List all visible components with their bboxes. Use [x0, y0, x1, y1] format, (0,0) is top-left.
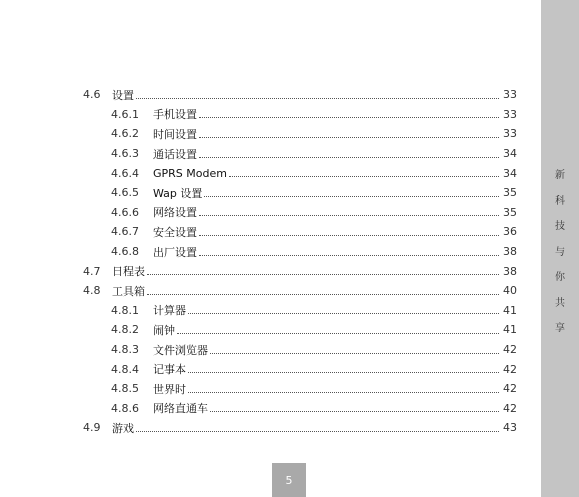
toc-entry-page: 35 — [503, 186, 517, 200]
toc-entry-title: 时间设置 — [153, 127, 197, 141]
toc-entry-number: 4.8.5 — [111, 382, 139, 396]
side-tab-char: 技 — [555, 221, 565, 232]
toc-entry-title: 手机设置 — [153, 108, 197, 122]
toc-entry-page: 33 — [503, 88, 517, 102]
toc-entry — [111, 163, 517, 183]
toc-entry-number: 4.8.1 — [111, 303, 139, 317]
side-tab-char: 与 — [555, 246, 565, 258]
toc-leader-dots — [210, 352, 499, 354]
page-number: 5 — [285, 473, 293, 487]
toc-entry — [111, 301, 517, 321]
toc-entry-title: 计算器 — [153, 304, 186, 318]
toc-entry-number: 4.8.4 — [111, 362, 139, 376]
toc-entry — [111, 379, 517, 399]
toc-entry — [83, 418, 517, 438]
toc-leader-dots — [204, 195, 499, 197]
toc-entry-title: 设置 — [112, 88, 134, 102]
toc-leader-dots — [188, 371, 499, 373]
toc-entry-number: 4.8.2 — [111, 323, 139, 337]
side-tab-char: 共 — [555, 297, 565, 309]
toc-entry — [83, 261, 517, 281]
side-tab-char: 你 — [555, 272, 565, 283]
toc-entry-number: 4.7 — [83, 264, 101, 278]
toc-leader-dots — [136, 97, 499, 99]
toc-leader-dots — [136, 430, 499, 432]
toc-entry-title: 网络直通车 — [153, 402, 208, 416]
toc-entry-title: GPRS Modem — [153, 166, 227, 180]
toc-entry-title: 工具箱 — [112, 284, 145, 298]
toc-entry-number: 4.6.8 — [111, 245, 139, 259]
toc-entry-number: 4.8 — [83, 284, 101, 298]
toc-entry-page: 42 — [503, 362, 517, 376]
toc-leader-dots — [199, 116, 499, 118]
toc-entry-page: 40 — [503, 284, 517, 298]
toc-entry — [111, 340, 517, 360]
toc-entry — [111, 399, 517, 419]
toc-entry-title: 世界时 — [153, 382, 186, 396]
side-tab-text — [541, 163, 579, 342]
toc-entry-title: 文件浏览器 — [153, 343, 208, 357]
toc-entry-page: 36 — [503, 225, 517, 239]
toc-entry — [111, 242, 517, 262]
toc-entry — [111, 144, 517, 164]
toc-leader-dots — [188, 391, 499, 393]
toc-entry-number: 4.8.6 — [111, 401, 139, 415]
toc-leader-dots — [199, 156, 499, 158]
toc-entry-number: 4.6.2 — [111, 127, 139, 141]
toc-entry-page: 34 — [503, 147, 517, 161]
toc-entry-title: 网络设置 — [153, 206, 197, 220]
toc-leader-dots — [199, 254, 499, 256]
toc-entry-title: Wap 设置 — [153, 186, 203, 200]
toc-entry-number: 4.6.1 — [111, 107, 139, 121]
toc-entry-page: 38 — [503, 264, 517, 278]
toc-entry-number: 4.6.3 — [111, 147, 139, 161]
toc-entry-page: 43 — [503, 421, 517, 435]
toc-entry — [111, 124, 517, 144]
toc-leader-dots — [199, 234, 499, 236]
side-tab — [541, 0, 579, 497]
toc-entry-page: 42 — [503, 382, 517, 396]
toc-leader-dots — [177, 332, 499, 334]
toc-entry-page: 42 — [503, 343, 517, 357]
toc-entry-page: 33 — [503, 127, 517, 141]
side-tab-char: 新 — [555, 170, 565, 181]
toc-leader-dots — [188, 312, 499, 314]
toc-entry — [83, 281, 517, 301]
toc-leader-dots — [147, 293, 499, 295]
toc-entry-number: 4.6.6 — [111, 205, 139, 219]
toc-entry-title: 通话设置 — [153, 147, 197, 161]
toc-entry-page: 33 — [503, 107, 517, 121]
toc-entry-number: 4.9 — [83, 421, 101, 435]
toc-entry-number: 4.6.4 — [111, 166, 139, 180]
toc-entry-number: 4.8.3 — [111, 343, 139, 357]
toc-entry-title: 日程表 — [112, 265, 145, 279]
toc-entry-page: 42 — [503, 401, 517, 415]
toc-entry-number: 4.6.7 — [111, 225, 139, 239]
toc-entry-page: 41 — [503, 323, 517, 337]
toc-leader-dots — [210, 410, 499, 412]
toc-entry-title: 安全设置 — [153, 225, 197, 239]
toc-leader-dots — [199, 136, 499, 138]
toc-entry — [111, 320, 517, 340]
toc-entry — [111, 203, 517, 223]
toc-entry-title: 记事本 — [153, 363, 186, 377]
toc-entry-page: 38 — [503, 245, 517, 259]
toc-entry-number: 4.6.5 — [111, 186, 139, 200]
toc-leader-dots — [147, 273, 499, 275]
toc-entry-title: 出厂设置 — [153, 245, 197, 259]
toc-leader-dots — [229, 175, 499, 177]
toc-entry — [111, 105, 517, 125]
page-number-box — [272, 463, 306, 497]
toc-entry-page: 34 — [503, 166, 517, 180]
toc-entry — [111, 222, 517, 242]
toc-entry-page: 35 — [503, 205, 517, 219]
toc-entry — [111, 183, 517, 203]
side-tab-char: 科 — [555, 195, 565, 207]
toc-leader-dots — [199, 214, 499, 216]
toc-entry-number: 4.6 — [83, 88, 101, 102]
side-tab-char: 享 — [555, 323, 565, 334]
toc-entry-page: 41 — [503, 303, 517, 317]
toc-entry-title: 游戏 — [112, 421, 134, 435]
toc-entry-title: 闹钟 — [153, 323, 175, 337]
toc-entry — [83, 85, 517, 105]
toc-entry — [111, 359, 517, 379]
